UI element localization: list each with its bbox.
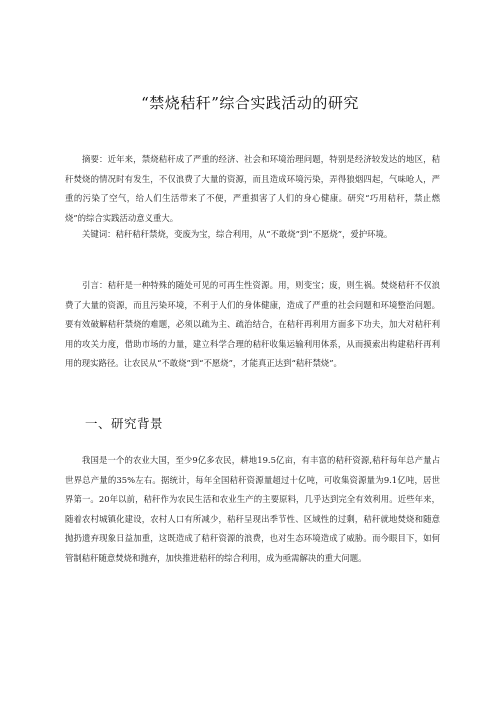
abstract-paragraph [65,150,440,228]
keywords-text: 关键词：秸秆秸秆禁烧，变废为宝，综合利用，从“不敢烧”到“不愿烧”，爱护环境。 [82,229,393,239]
document-title: “禁烧秸秆”综合实践活动的研究 [141,94,359,112]
intro-paragraph [65,276,440,374]
background-paragraph [65,451,440,569]
background-text: 我国是一个的农业大国，至少9亿多农民，耕地19.5亿亩，有丰富的秸秆资源,秸秆每年总产量占世界总产量的35%左右。据统计，每年全国秸秆资源量超过十亿吨，可收集资源量为9.1亿吨，居世界第一。20年以前，秸秆作为农民生活和农业生产的主要原料，几乎达到完全有效利用。近些年来，随着农村城镇化建设，农村人口有所减少，秸秆呈现出季节性、区域性的过剩，秸秆就地焚烧和随意抛扔遗弃现象日益加重，这既造成了秸秆资源的浪费，也对生态环境造成了威胁。而今眼目下，如何管制秸秆随意焚烧和抛弃，加快推进秸秆的综合利用，成为亟需解决的重大问题。 [65,455,440,563]
section-heading-background: 一、研究背景 [85,416,164,431]
intro-text: 引言：秸秆是一种特殊的随处可见的可再生性资源。用，则变宝；废，则生祸。焚烧秸秆不仅浪费了大量的资源，而且污染环境，不利于人们的身体健康，造成了严重的社会问题和环境整治问题。要有效破解秸秆禁烧的难题，必须以疏为主、疏治结合，在秸秆再利用方面多下功夫，加大对秸秆利用的攻关力度，借助市场的力量，建立科学合理的秸秆收集运输利用体系，从而摸索出构建秸秆再利用的现实路径。让农民从“不敢烧”到“不愿烧”，才能真正达到“秸秆禁烧”。 [65,280,440,369]
keywords-paragraph [65,225,440,245]
abstract-text: 摘要：近年来，禁烧秸秆成了严重的经济、社会和环境治理问题，特别是经济较发达的地区，秸秆焚烧的情况时有发生，不仅浪费了大量的资源，而且造成环境污染，弄得狼烟四起，气味呛人，严重的污染了空气，给人们生活带来了不便，严重损害了人们的身心健康。研究“巧用秸秆，禁止燃烧”的综合实践活动意义重大。 [65,154,440,223]
